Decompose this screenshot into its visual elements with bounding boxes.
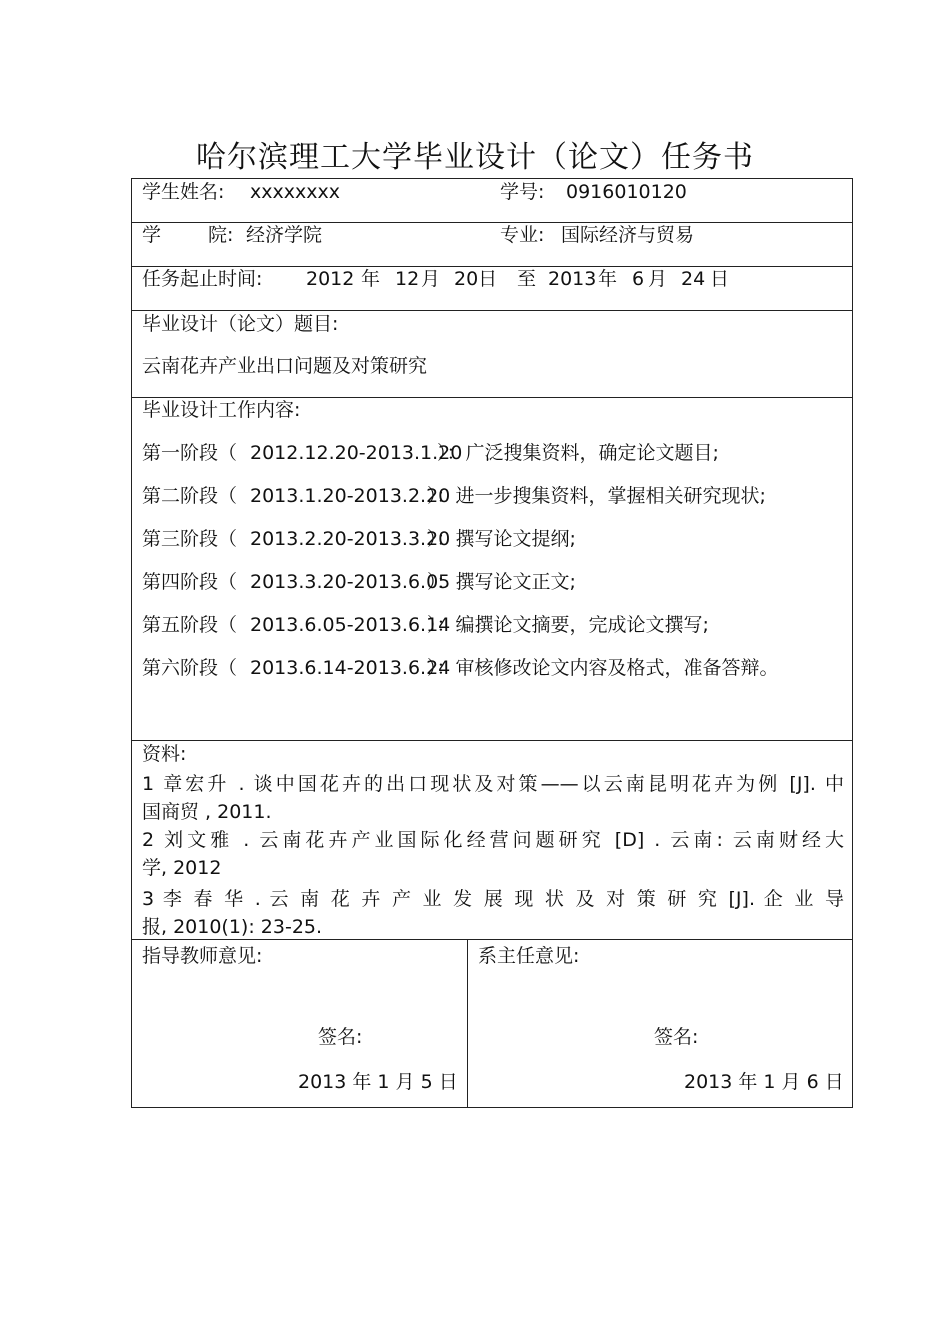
stage-dates: 2013.2.20-2013.3.20	[250, 528, 451, 550]
column-divider	[467, 939, 468, 1107]
dept-head-date: 2013 年 1 月 6 日	[684, 1071, 844, 1093]
major-value: 国际经济与贸易	[561, 224, 695, 246]
stage-name: 第一阶段（	[142, 442, 238, 464]
period-to: 至	[517, 268, 537, 290]
stage-dates: 2012.12.20-2013.1.20	[250, 442, 463, 464]
row-divider	[132, 222, 852, 223]
topic-label: 毕业设计（论文）题目:	[142, 313, 339, 335]
advisor-signature-label: 签名:	[318, 1026, 363, 1048]
row-divider	[132, 266, 852, 267]
period-year-unit-1: 年	[361, 268, 381, 290]
content-label: 毕业设计工作内容:	[142, 399, 301, 421]
stage-dates: 2013.3.20-2013.6.05	[250, 571, 451, 593]
reference-line-1: 3 李 春 华 . 云 南 花 卉 产 业 发 展 现 状 及 对 策 研 究 [J]. 企 业 导	[142, 888, 844, 910]
row-divider	[132, 740, 852, 741]
dept-head-opinion-label: 系主任意见:	[478, 945, 580, 967]
period-month-unit-2: 月	[648, 268, 668, 290]
stage-name: 第三阶段（	[142, 528, 238, 550]
period-start-day: 20日	[454, 268, 498, 290]
reference-line-2: 学, 2012	[142, 857, 222, 879]
advisor-opinion-label: 指导教师意见:	[142, 945, 263, 967]
document-title: 哈尔滨理工大学毕业设计（论文）任务书	[196, 140, 754, 175]
stage-name: 第六阶段（	[142, 657, 238, 679]
reference-line-1: 1 章宏升 . 谈中国花卉的出口现状及对策——以云南昆明花卉为例 [J]. 中	[142, 773, 844, 795]
stage-dates: 2013.6.14-2013.6.24	[250, 657, 451, 679]
row-divider	[132, 310, 852, 311]
student-name-label: 学生姓名:	[142, 181, 225, 203]
stage-task: ）：撰写论文提纲;	[427, 528, 576, 550]
student-id-label: 学号:	[500, 181, 545, 203]
stage-task: ）：审核修改论文内容及格式，准备答辩。	[427, 657, 779, 679]
stage-name: 第五阶段（	[142, 614, 238, 636]
period-start-month: 12	[395, 268, 420, 290]
college-value: 经济学院	[246, 224, 323, 246]
period-end-day: 24	[681, 268, 706, 290]
references-label: 资料:	[142, 743, 187, 765]
row-divider	[132, 397, 852, 398]
period-label: 任务起止时间:	[142, 268, 263, 290]
reference-item	[142, 885, 844, 941]
major-label: 专业:	[500, 224, 545, 246]
college-label-b: 院:	[208, 224, 234, 246]
stage-dates: 2013.1.20-2013.2.20	[250, 485, 451, 507]
stage-name: 第二阶段（	[142, 485, 238, 507]
task-form-table	[131, 178, 853, 1108]
period-end-month: 6	[632, 268, 645, 290]
stage-task: ）：撰写论文正文;	[427, 571, 576, 593]
period-end-year: 2013	[548, 268, 597, 290]
reference-line-2: 报, 2010(1): 23-25.	[142, 916, 323, 938]
period-month-unit-1: 月	[421, 268, 441, 290]
student-id-value: 0916010120	[566, 181, 687, 203]
reference-item	[142, 770, 844, 826]
topic-value: 云南花卉产业出口问题及对策研究	[142, 355, 428, 377]
college-label-a: 学	[142, 224, 162, 246]
advisor-date: 2013 年 1 月 5 日	[298, 1071, 458, 1093]
reference-line-1: 2 刘文雅 . 云南花卉产业国际化经营问题研究 [D] . 云南: 云南财经大	[142, 829, 844, 851]
period-day-unit-2: 日	[710, 268, 730, 290]
stage-task: ）：广泛搜集资料，确定论文题目;	[437, 442, 719, 464]
stage-task: ）：编撰论文摘要，完成论文撰写;	[427, 614, 709, 636]
reference-line-2: 国商贸 , 2011.	[142, 801, 272, 823]
stage-name: 第四阶段（	[142, 571, 238, 593]
period-start-year: 2012	[306, 268, 355, 290]
stage-task: ）：进一步搜集资料，掌握相关研究现状;	[427, 485, 766, 507]
dept-head-signature-label: 签名:	[654, 1026, 699, 1048]
student-name-value: xxxxxxxx	[250, 181, 340, 203]
stage-dates: 2013.6.05-2013.6.14	[250, 614, 451, 636]
period-year-unit-2: 年	[598, 268, 618, 290]
reference-item	[142, 826, 844, 882]
